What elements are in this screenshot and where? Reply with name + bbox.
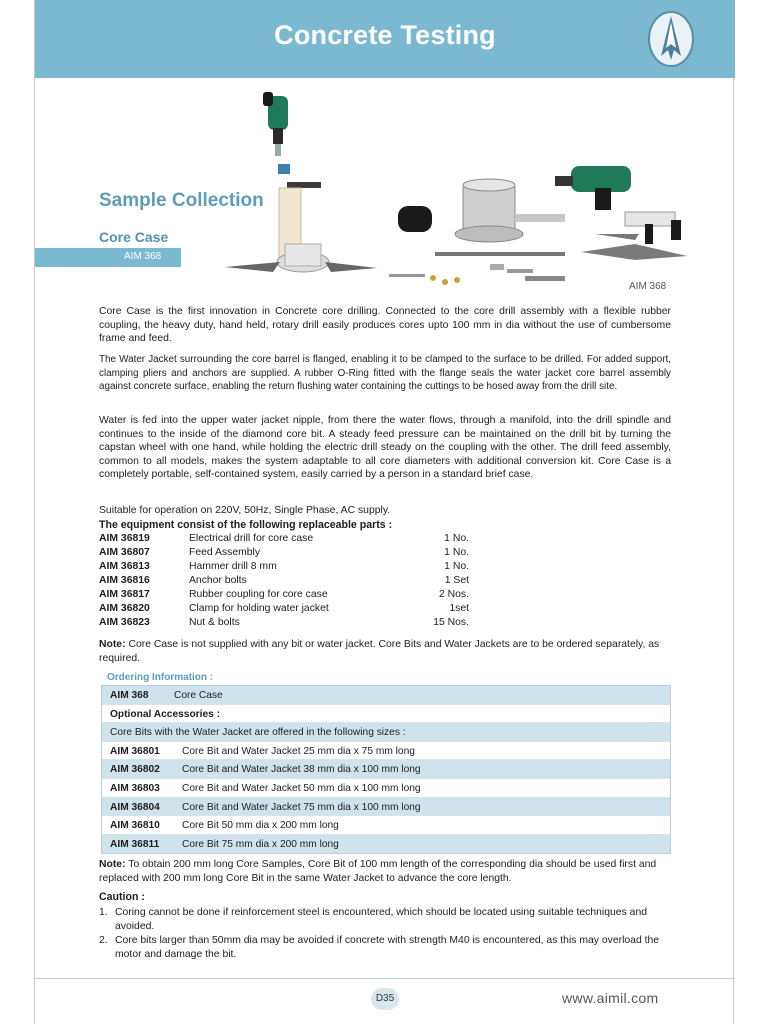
caution-number: 1. bbox=[99, 907, 108, 918]
note-text: Core Case is not supplied with any bit or water jacket. Core Bits and Water Jackets are to be ordered separately, as required. bbox=[99, 639, 660, 664]
table-row bbox=[102, 742, 670, 761]
parts-heading: The equipment consist of the following replaceable parts : bbox=[99, 519, 393, 531]
product-code-band bbox=[35, 248, 181, 267]
note-text: To obtain 200 mm long Core Samples, Core Bit of 100 mm length of the corresponding dia should be used first and replaced with 200 mm long Core Bit in the same Water Jacket to advance the core length. bbox=[99, 859, 657, 884]
core-length-note bbox=[99, 858, 671, 885]
order-description: Core Bit 75 mm dia x 200 mm long bbox=[182, 838, 339, 850]
list-item bbox=[99, 906, 671, 933]
note-label: Note: bbox=[99, 639, 126, 650]
paragraph-intro: Core Case is the first innovation in Concrete core drilling. Connected to the core drill assembly with a flexible rubber coupling, the heavy duty, hand held, rotary drill easily produces cores upto 100 mm in dia without the use of cumbersome frame and feed. bbox=[99, 306, 671, 345]
parts-illustration bbox=[389, 179, 565, 285]
parts-row bbox=[99, 547, 499, 561]
optional-accessories-row bbox=[102, 705, 670, 724]
parts-row bbox=[99, 575, 499, 589]
note-label: Note: bbox=[99, 859, 126, 870]
section-title: Sample Collection bbox=[99, 190, 264, 211]
part-description: Electrical drill for core case bbox=[189, 533, 314, 544]
paragraph-water-jacket: The Water Jacket surrounding the core barrel is flanged, enabling it to be clamped to the surface to be drilled. For added support, clamping pliers and anchors are supplied. A rubber O-Ring fitted with the flange seals the water jacket core barrel assembly against concrete surface, enabling the return flushing water containing the cuttings to be hosed away from the drill site. bbox=[99, 354, 671, 393]
order-description: Core Case bbox=[174, 690, 223, 701]
paragraph-power-supply: Suitable for operation on 220V, 50Hz, Single Phase, AC supply. bbox=[99, 505, 391, 516]
website-link[interactable]: www.aimil.com bbox=[562, 990, 659, 1006]
section-subtitle: Core Case bbox=[99, 229, 169, 245]
supply-note bbox=[99, 638, 671, 665]
photo-caption: AIM 368 bbox=[629, 281, 667, 292]
part-description: Clamp for holding water jacket bbox=[189, 603, 329, 614]
table-row bbox=[102, 798, 670, 817]
part-code: AIM 36819 bbox=[99, 533, 150, 544]
order-code: AIM 36803 bbox=[110, 782, 160, 794]
part-code: AIM 36807 bbox=[99, 547, 150, 558]
parts-row bbox=[99, 603, 499, 617]
parts-row bbox=[99, 561, 499, 575]
part-quantity: 2 Nos. bbox=[438, 589, 469, 600]
catalog-page bbox=[34, 0, 734, 1024]
caution-heading: Caution : bbox=[99, 891, 145, 903]
part-code: AIM 36817 bbox=[99, 589, 150, 600]
drill-stand-illustration bbox=[225, 92, 377, 272]
page-number: D35 bbox=[371, 988, 399, 1010]
caution-text: Coring cannot be done if reinforcement steel is encountered, which should be located using suitable techniques and avoided. bbox=[115, 907, 647, 932]
order-description: Core Bit and Water Jacket 50 mm dia x 100 mm long bbox=[182, 782, 421, 794]
hand-drill-illustration bbox=[555, 166, 687, 260]
part-description: Rubber coupling for core case bbox=[189, 589, 328, 600]
order-code: AIM 368 bbox=[110, 690, 149, 701]
page-header bbox=[35, 0, 735, 78]
parts-row bbox=[99, 533, 499, 547]
ordering-table bbox=[101, 685, 671, 854]
caution-text: Core bits larger than 50mm dia may be avoided if concrete with strength M40 is encountered, as this may overload the motor and damage the bit. bbox=[115, 935, 660, 960]
page-title: Concrete Testing bbox=[274, 20, 496, 50]
part-description: Anchor bolts bbox=[189, 575, 247, 586]
part-description: Feed Assembly bbox=[189, 547, 261, 558]
ordering-row-main bbox=[102, 686, 670, 705]
paragraph-water-feed: Water is fed into the upper water jacket nipple, from there the water flows, through a manifold, into the drill spindle and continues to the inside of the diamond core bit. A steady feed pressure can be maintained on the drill bit by turning the capstan wheel with one hand, while holding the electric drill steady on the coupling with the other. The drill feed assembly, common to all models, makes the system adaptable to all core diameters with additional conversion kit. Core Case is a completely portable, self-contained system, easily carried by a person in a standard brief case. bbox=[99, 415, 671, 481]
parts-row bbox=[99, 617, 499, 631]
footer-divider bbox=[35, 978, 735, 979]
order-description: Core Bit 50 mm dia x 200 mm long bbox=[182, 820, 339, 832]
order-code: AIM 36801 bbox=[110, 745, 160, 757]
part-quantity: 1 No. bbox=[444, 533, 469, 544]
order-description: Core Bit and Water Jacket 75 mm dia x 100 mm long bbox=[182, 801, 421, 813]
part-code: AIM 36813 bbox=[99, 561, 150, 572]
order-description: Core Bit and Water Jacket 25 mm dia x 75 mm long bbox=[182, 745, 415, 757]
part-code: AIM 36820 bbox=[99, 603, 150, 614]
part-quantity: 15 Nos. bbox=[433, 617, 469, 628]
caution-list bbox=[99, 906, 671, 962]
part-quantity: 1 No. bbox=[444, 547, 469, 558]
caution-number: 2. bbox=[99, 935, 108, 947]
table-row bbox=[102, 779, 670, 798]
part-code: AIM 36823 bbox=[99, 617, 150, 628]
part-description: Nut & bolts bbox=[189, 617, 240, 628]
order-code: AIM 36811 bbox=[110, 838, 160, 850]
part-description: Hammer drill 8 mm bbox=[189, 561, 277, 572]
part-code: AIM 36816 bbox=[99, 575, 150, 586]
part-quantity: 1 No. bbox=[444, 561, 469, 572]
product-code: AIM 368 bbox=[124, 251, 162, 262]
table-row bbox=[102, 835, 670, 854]
parts-list bbox=[99, 533, 499, 631]
optional-accessories-note: Core Bits with the Water Jacket are offered in the following sizes : bbox=[110, 727, 406, 739]
part-quantity: 1 Set bbox=[444, 575, 469, 586]
order-code: AIM 36810 bbox=[110, 820, 160, 832]
parts-row bbox=[99, 589, 499, 603]
part-quantity: 1set bbox=[449, 603, 469, 614]
order-description: Core Bit and Water Jacket 38 mm dia x 100 mm long bbox=[182, 764, 421, 776]
optional-note-row bbox=[102, 723, 670, 742]
list-item bbox=[99, 934, 671, 961]
table-row bbox=[102, 816, 670, 835]
ordering-info-label: Ordering Information : bbox=[107, 672, 214, 683]
company-logo-icon bbox=[647, 10, 695, 68]
optional-accessories-heading: Optional Accessories : bbox=[110, 708, 221, 720]
order-code: AIM 36804 bbox=[110, 801, 160, 813]
table-row bbox=[102, 760, 670, 779]
order-code: AIM 36802 bbox=[110, 764, 160, 776]
